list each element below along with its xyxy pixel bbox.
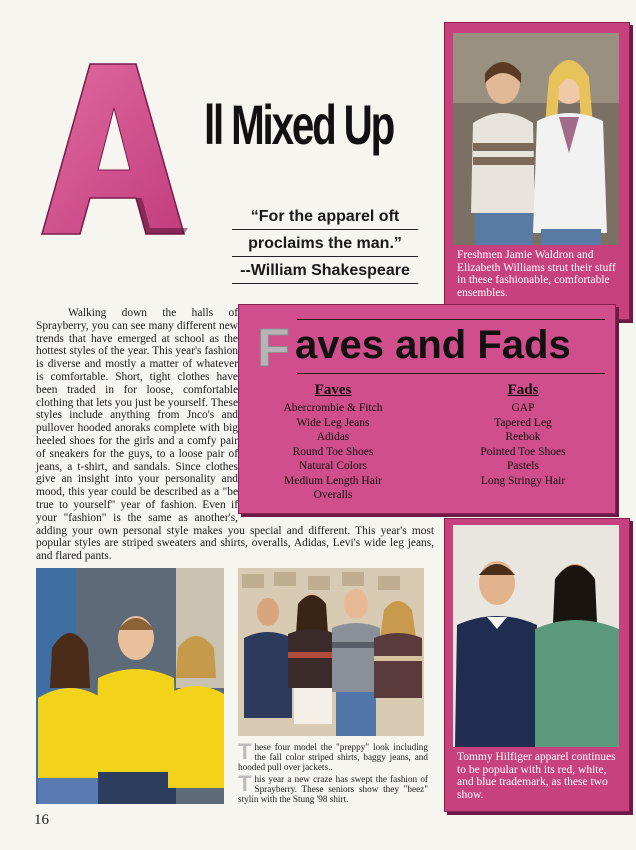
list-item: Long Stringy Hair [480,474,566,487]
quote-attribution: --William Shakespeare [232,259,418,284]
quote-line-1: “For the apparel oft [232,205,418,230]
title-big-letter-a [38,58,188,238]
list-item: Wide Leg Jeans [296,416,370,429]
photo-freshmen [453,33,619,245]
faves-heading: Faves [314,382,352,398]
fads-column [453,381,593,488]
faves-fads-title: aves and Fads [295,323,571,367]
photo-stung-seniors [36,568,224,804]
photo-caption-preppy: hese four model the "preppy" look including the fall color striped shirts, baggy jeans, and hooded pull over jackets.. [238,742,428,772]
photo-preppy-four [238,568,424,736]
photo-box-freshmen [444,22,630,320]
dropcap-1: T [238,742,252,764]
list-item: GAP [511,402,535,414]
list-item: Overalls [313,489,353,501]
photo-caption-stung: his year a new craze has swept the fashion of Sprayberry. These seniors show they "beez" stylin with the Stung '98 shirt. [238,774,428,804]
list-item: Abercrombie & Fitch [283,402,383,414]
fads-heading: Fads [507,382,539,398]
quote-line-2: proclaims the man.” [232,232,418,257]
list-item: Round Toe Shoes [292,445,374,458]
shakespeare-quote [232,205,418,286]
photo-caption-freshmen: Freshmen Jamie Waldron and Elizabeth Williams strut their stuff in these fashionable, comfortable ensembles. [457,249,616,299]
list-item: Pointed Toe Shoes [480,445,566,458]
list-item: Natural Colors [298,460,368,472]
photo-tommy-hilfiger [453,525,619,747]
list-item: Tapered Leg [494,416,552,429]
page-number: 16 [34,812,49,828]
article-body [36,307,434,563]
list-item: Reebok [505,431,541,443]
faves-fads-big-letter: F [257,318,290,378]
list-item: Adidas [316,431,350,443]
list-item: Medium Length Hair [284,474,382,487]
photo-box-tommy [444,518,630,812]
dropcap-2: T [238,774,252,796]
body-paragraph: Walking down the halls of Sprayberry, you can see many different new trends that have emerged at school as the hottest styles of the year. This year's fashion is diverse and mostly a matter of whatever is comfortable. Short, tight clothes have been traded in for loose, comfortable clothing that lets you just be yourself. These styles include anything from Jnco's and pullover hooded anoraks complete with big heeled shoes for the girls and a comfy pair of sneakers for the guys, to a loose pair of jeans, a t-shirt, and sandals. Since clothes give an insight into your personality and mood, this year could be described as a "be true to yourself" year of fashion. Even if your "fashion" is the same as another's, adding your own personal style makes you special and different. This year's most popular styles are striped sweaters and shirts, overalls, Adidas, Levi's wide leg jeans, and flared pants. [36,307,434,563]
list-item: Pastels [507,460,539,472]
photo-captions-middle [238,742,428,804]
page-title: ll Mixed Up [204,93,394,156]
photo-caption-tommy: Tommy Hilfiger apparel continues to be popular with its red, white, and blue trademark, as these two show. [457,751,616,801]
